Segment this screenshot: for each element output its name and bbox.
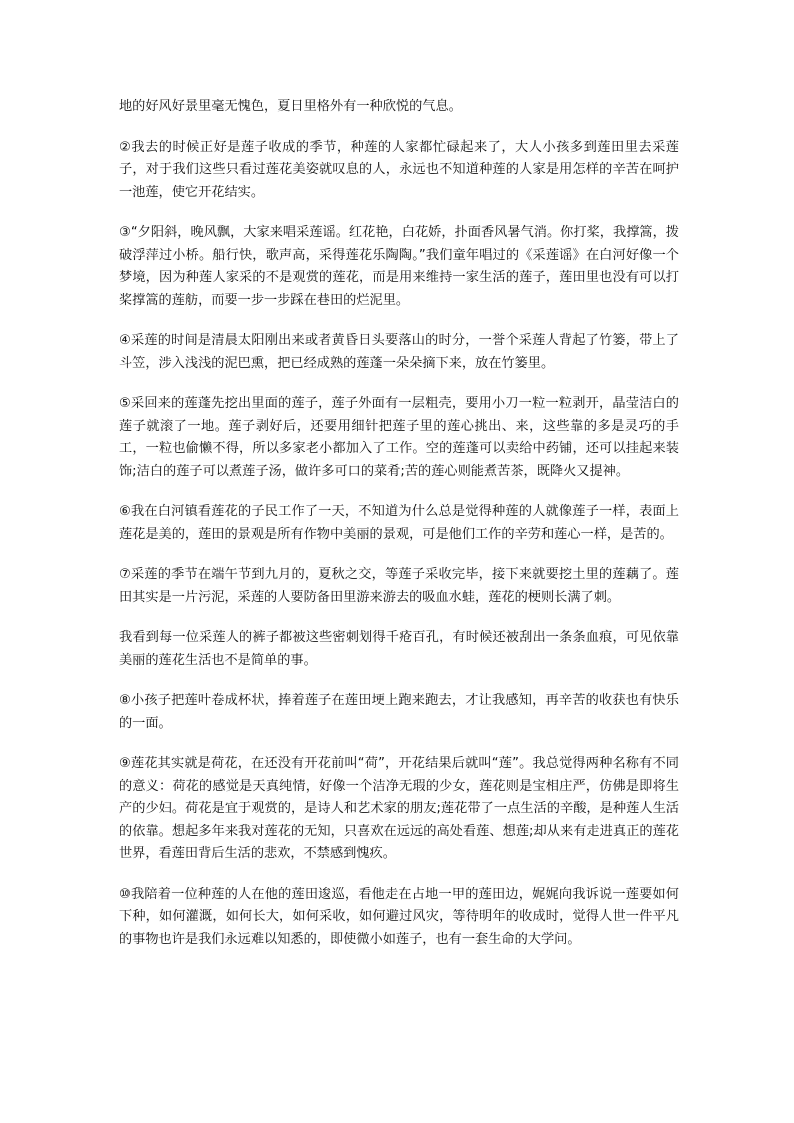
paragraph-7: ⑦采莲的季节在端午节到九月的，夏秋之交，等莲子采收完毕，接下来就要挖土里的莲藕了。莲田其实是一片污泥，采莲的人要防备田里游来游去的吸血水蛙，莲花的梗则长满了刺。 [119,567,679,605]
paragraph-4: ④采莲的时间是清晨太阳刚出来或者黄昏日头要落山的时分，一誉个采莲人背起了竹篓，带上了斗笠，涉入浅浅的泥巴熏，把已经成熟的莲蓬一朵朵摘下来，放在竹篓里。 [119,333,679,371]
paragraph-6: ⑥我在白河镇看莲花的子民工作了一天，不知道为什么总是觉得种莲的人就像莲子一样，表面上莲花是美的，莲田的景观是所有作物中美丽的景观，可是他们工作的辛劳和莲心一样，是苦的。 [119,504,679,542]
document-page [119,96,679,969]
paragraph-8: 我看到每一位采莲人的裤子都被这些密刺划得千疮百孔，有时候还被刮出一条条血痕，可见依靠美丽的莲花生活也不是简单的事。 [119,630,679,668]
paragraph-1: 地的好风好景里毫无愧色，夏日里格外有一种欣悦的气息。 [119,99,462,114]
paragraph-10: ⑨莲花其实就是荷花，在还没有开花前叫“荷”，开花结果后就叫“莲”。我总觉得两种名称有不同的意义：荷花的感觉是天真纯情，好像一个洁净无瑕的少女，莲花则是宝相庄严，仿佛是即将生产的少妇。荷花是宜于观赏的，是诗人和艺术家的朋友;莲花带了一点生活的辛酸，是种莲人生活的依靠。想起多年来我对莲花的无知，只喜欢在远远的高处看莲、想莲;却从来有走进真正的莲花世界，看莲田背后生活的悲欢，不禁感到愧疚。 [119,756,679,861]
paragraph-2: ②我去的时候正好是莲子收成的季节，种莲的人家都忙碌起来了，大人小孩多到莲田里去采莲子，对于我们这些只看过莲花美姿就叹息的人，永远也不知道种莲的人家是用怎样的辛苦在呵护一池莲，使它开花结实。 [119,139,679,200]
paragraph-5: ⑤采回来的莲蓬先挖出里面的莲子，莲子外面有一层粗壳，要用小刀一粒一粒剥开，晶莹洁白的莲子就滚了一地。莲子剥好后，还要用细针把莲子里的莲心挑出、来，这些靠的多是灵巧的手工，一粒也偷懒不得，所以多家老小都加入了工作。空的莲蓬可以卖给中药铺，还可以挂起来装饰;洁白的莲子可以煮莲子汤，做许多可口的菜肴;苦的莲心则能煮苦茶，既降火又提神。 [119,396,679,479]
paragraph-9: ⑧小孩子把莲叶卷成杯状，捧着莲子在莲田埂上跑来跑去，才让我感知，再辛苦的收获也有快乐的一面。 [119,693,679,731]
paragraph-3: ③“夕阳斜，晚风飘，大家来唱采莲谣。红花艳，白花娇，扑面香风暑气消。你打桨，我撑篙，拨破浮萍过小桥。船行快，歌声高，采得莲花乐陶陶。”我们童年唱过的《采莲谣》在白河好像一个梦境，因为种莲人家采的不是观赏的莲花，而是用来维持一家生活的莲子，莲田里也没有可以打桨撑篙的莲舫，而要一步一步踩在巷田的烂泥里。 [119,225,679,308]
paragraph-11: ⑩我陪着一位种莲的人在他的莲田逡巡，看他走在占地一甲的莲田边，娓娓向我诉说一莲要如何下种，如何灌溉，如何长大，如何采收，如何避过风灾，等待明年的收成时，觉得人世一件平凡的事物也许是我们永远难以知悉的，即使微小如莲子，也有一套生命的大学问。 [119,886,679,947]
